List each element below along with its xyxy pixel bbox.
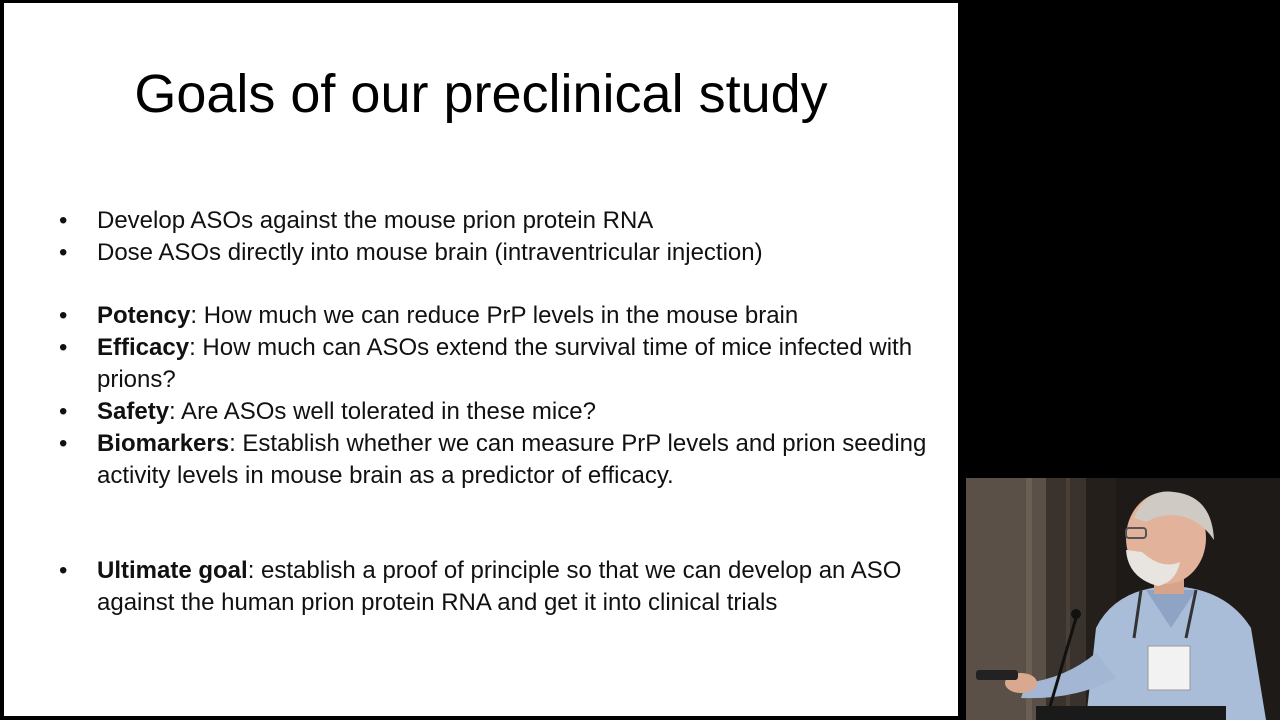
- bullet-dot: •: [59, 334, 68, 361]
- bullet-text: : How much can ASOs extend the survival time of mice infected with prions?: [97, 334, 913, 393]
- bullet-dot: •: [59, 557, 68, 584]
- bullet-text: Dose ASOs directly into mouse brain (intraventricular injection): [97, 239, 763, 266]
- bullet-item: [59, 205, 929, 237]
- bullet-dot: •: [59, 302, 68, 329]
- bullet-dot: •: [59, 239, 68, 266]
- bullet-text: Develop ASOs against the mouse prion protein RNA: [97, 207, 654, 234]
- bullet-bold: Safety: [97, 398, 170, 425]
- bullet-dot: •: [59, 398, 68, 425]
- presentation-slide: [4, 3, 958, 716]
- speaker-video: [966, 478, 1280, 720]
- bullet-item: [59, 300, 929, 332]
- bullet-bold: Ultimate goal: [97, 557, 248, 584]
- bullet-item: [59, 332, 929, 396]
- bullet-text: : Are ASOs well tolerated in these mice?: [169, 398, 596, 425]
- bullet-bold: Biomarkers: [97, 430, 230, 457]
- bullet-bold: Efficacy: [97, 334, 190, 361]
- speaker-image: [966, 478, 1280, 720]
- bullet-bold: Potency: [97, 302, 191, 329]
- bullet-dot: •: [59, 430, 68, 457]
- bullet-dot: •: [59, 207, 68, 234]
- bullet-text: : Establish whether we can measure PrP levels and prion seeding activity levels in mouse brain as a predictor of efficacy.: [97, 430, 927, 489]
- bullet-item: [59, 428, 929, 492]
- bullet-item: [59, 396, 929, 428]
- slide-title: Goals of our preclinical study: [134, 64, 828, 124]
- bullet-item: [59, 237, 929, 269]
- bullet-text: : establish a proof of principle so that we can develop an ASO against the human prion protein RNA and get it into clinical trials: [97, 557, 902, 616]
- bullet-item: [59, 555, 929, 619]
- bullet-text: : How much we can reduce PrP levels in the mouse brain: [190, 302, 799, 329]
